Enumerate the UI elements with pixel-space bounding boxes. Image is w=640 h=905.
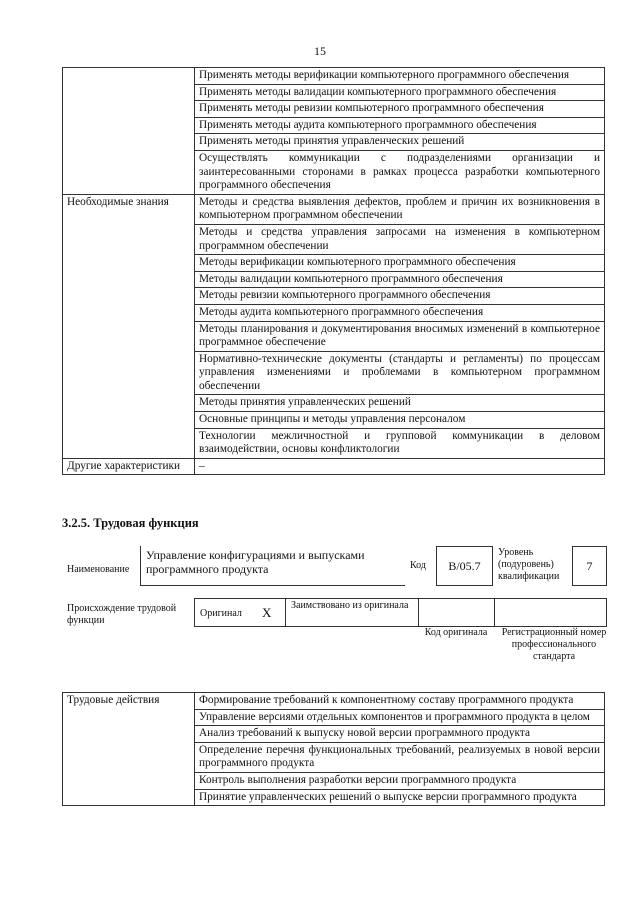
actions-label: Трудовые действия	[63, 693, 195, 806]
knowledge-row: Методы и средства выявления дефектов, проблем и причин их возникновения в компьютерном программном обеспечении	[195, 194, 605, 224]
origin-code-caption: Код оригинала	[424, 627, 488, 638]
skill-row: Применять методы принятия управленческих решений	[195, 134, 605, 151]
other-value: –	[195, 458, 605, 475]
reg-number-caption: Регистрационный номер профессионального стандарта	[501, 627, 607, 662]
skills-label-cell	[63, 68, 195, 195]
skill-row: Применять методы ревизии компьютерного программного обеспечения	[195, 101, 605, 118]
actions-table	[62, 692, 605, 806]
table-row	[63, 68, 605, 85]
code-value: B/05.7	[436, 546, 493, 586]
skill-row: Осуществлять коммуникации с подразделениями организации и заинтересованными сторонами в рамках процесса разработки компьютерного программного обеспечения	[195, 150, 605, 194]
level-label: Уровень (подуровень) квалификации	[498, 547, 560, 582]
knowledge-label: Необходимые знания	[63, 194, 195, 458]
section-title: 3.2.5. Трудовая функция	[62, 516, 199, 530]
action-row: Определение перечня функциональных требований, реализуемых в новой версии программного продукта	[195, 742, 605, 772]
level-value: 7	[572, 546, 607, 586]
action-row: Формирование требований к компонентному составу программного продукта	[195, 693, 605, 710]
action-row: Управление версиями отдельных компонентов и программного продукта в целом	[195, 709, 605, 726]
skill-row: Применять методы аудита компьютерного программного обеспечения	[195, 117, 605, 134]
name-label: Наименование	[67, 564, 130, 575]
action-row: Анализ требований к выпуску новой версии программного продукта	[195, 726, 605, 743]
knowledge-row: Нормативно-технические документы (стандарты и регламенты) по процессам управления изменениями и проблемами в компьютерном программном обеспечении	[195, 351, 605, 395]
action-row: Контроль выполнения разработки версии программного продукта	[195, 772, 605, 789]
knowledge-row: Методы планирования и документирования вносимых изменений в компьютерное программное обеспечение	[195, 321, 605, 351]
divider	[494, 598, 495, 627]
other-label: Другие характеристики	[63, 458, 195, 475]
knowledge-row: Технологии межличностной и групповой коммуникации в деловом взаимодействии, основы конфликтологии	[195, 428, 605, 458]
table-row	[63, 693, 605, 710]
code-label: Код	[410, 560, 426, 571]
action-row: Принятие управленческих решений о выпуске версии программного продукта	[195, 789, 605, 806]
borrowed-label: Заимствовано из оригинала	[291, 600, 409, 611]
name-value: Управление конфигурациями и выпусками программного продукта	[140, 546, 405, 586]
skill-row: Применять методы верификации компьютерного программного обеспечения	[195, 68, 605, 85]
skill-row: Применять методы валидации компьютерного программного обеспечения	[195, 84, 605, 101]
divider	[285, 598, 286, 627]
table-row	[63, 458, 605, 475]
knowledge-row: Методы принятия управленческих решений	[195, 395, 605, 412]
knowledge-row: Основные принципы и методы управления персоналом	[195, 412, 605, 429]
knowledge-row: Методы аудита компьютерного программного обеспечения	[195, 304, 605, 321]
original-label: Оригинал	[200, 608, 242, 619]
page-number: 15	[314, 44, 326, 58]
divider	[418, 598, 419, 627]
knowledge-row: Методы ревизии компьютерного программного обеспечения	[195, 288, 605, 305]
origin-label: Происхождение трудовой функции	[67, 603, 177, 626]
knowledge-row: Методы валидации компьютерного программного обеспечения	[195, 271, 605, 288]
skills-knowledge-table	[62, 67, 605, 475]
knowledge-row: Методы верификации компьютерного программного обеспечения	[195, 255, 605, 272]
knowledge-row: Методы и средства управления запросами на изменения в компьютерном программном обеспечении	[195, 224, 605, 254]
table-row	[63, 194, 605, 224]
original-mark: X	[262, 605, 272, 620]
